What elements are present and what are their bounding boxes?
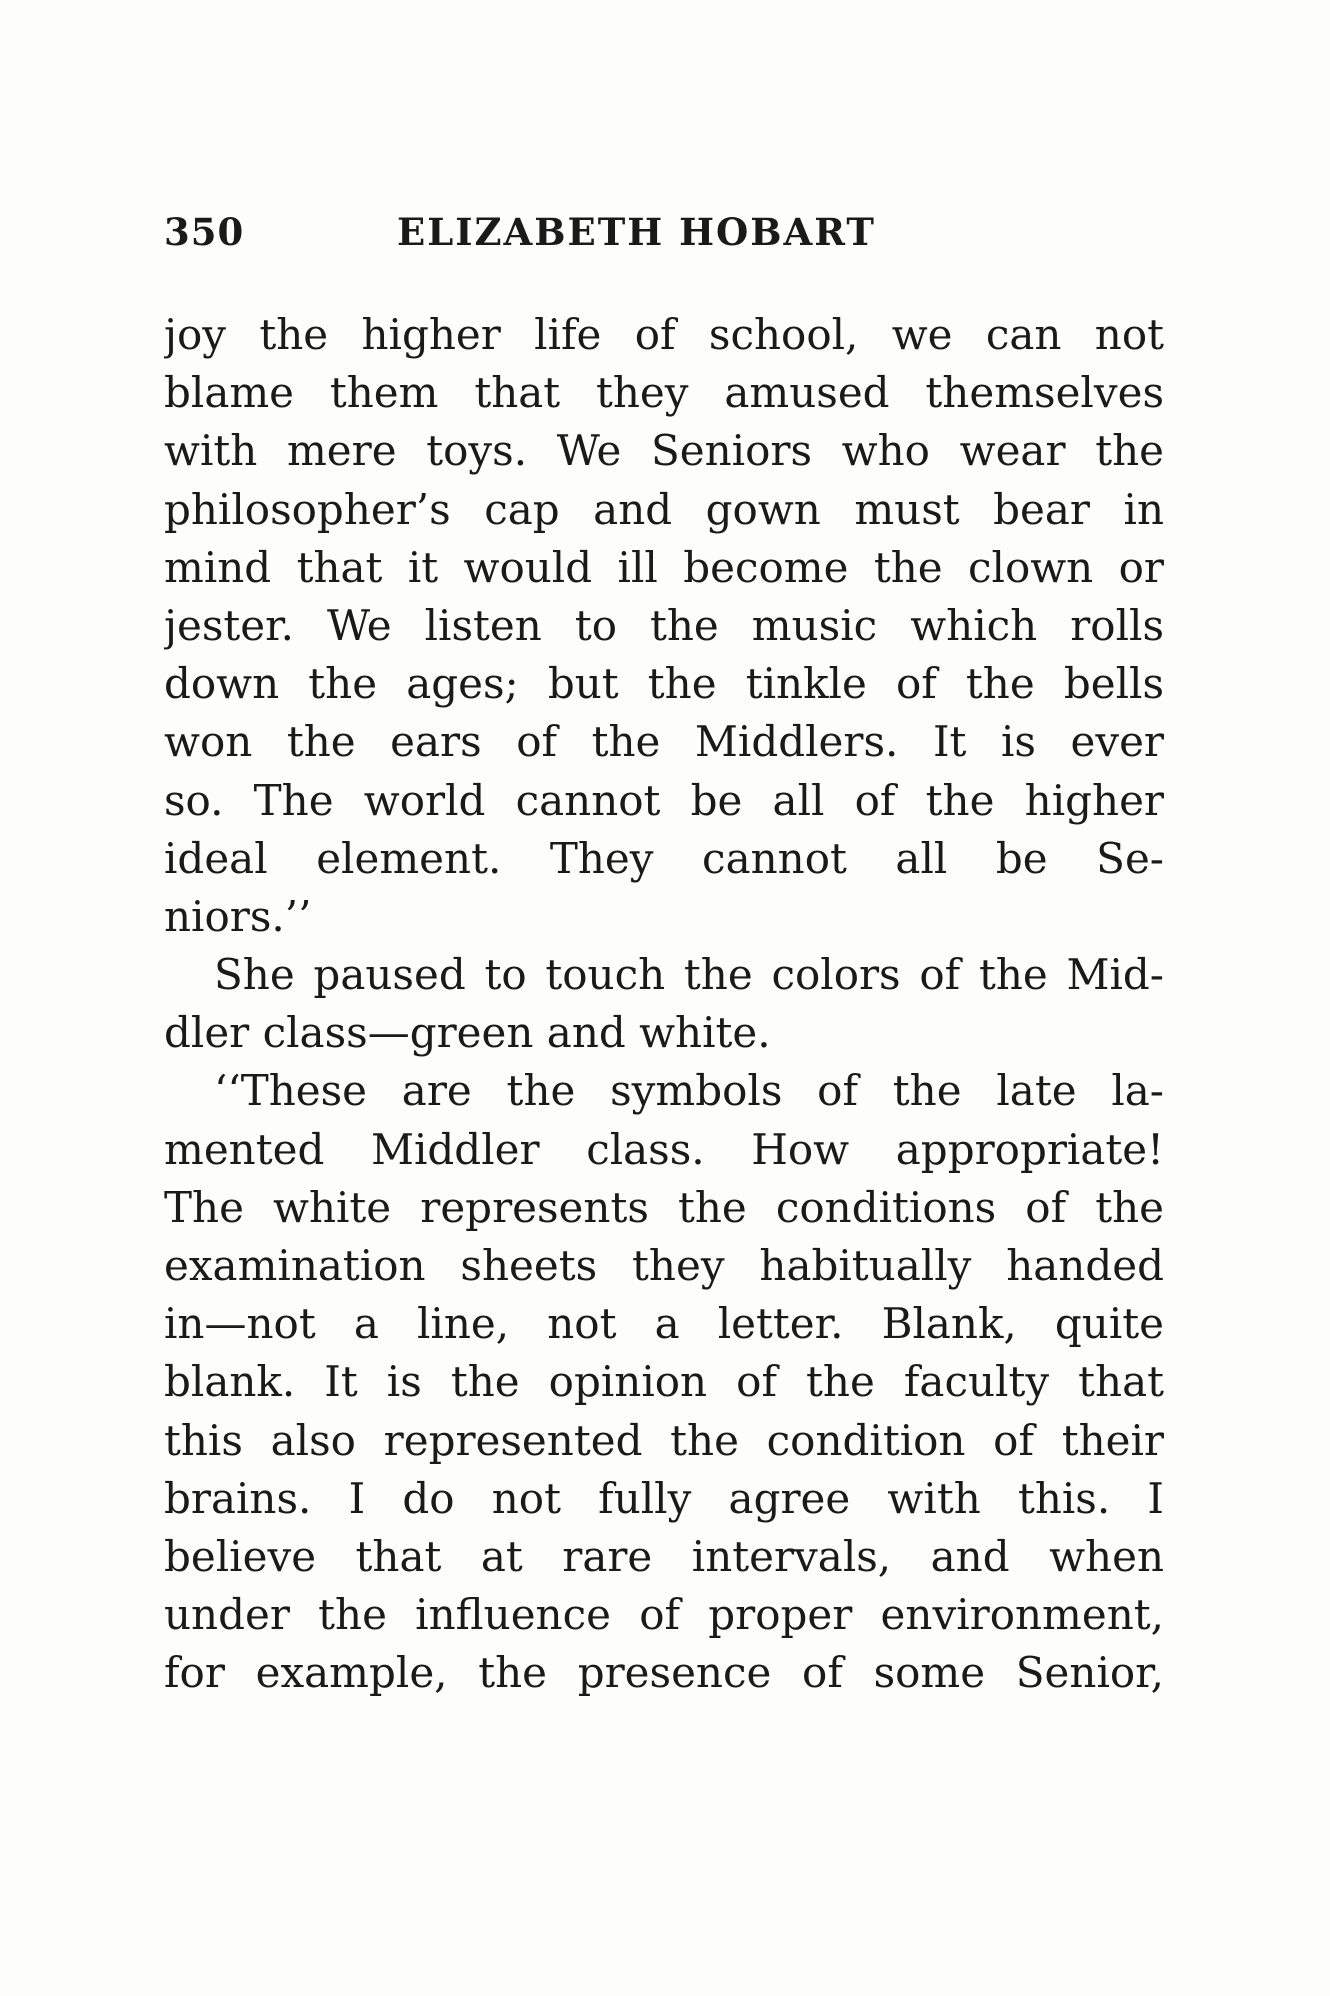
page-number: 350 [164,210,245,254]
text-line: mented Middler class. How appropriate! [164,1124,1164,1174]
text-line: under the influence of proper environment, [164,1590,1164,1640]
text-line: blank. It is the opinion of the faculty that [164,1357,1164,1407]
text-line: The white represents the conditions of the [164,1182,1164,1232]
text-line: down the ages; but the tinkle of the bells [164,659,1164,709]
text-line: believe that at rare intervals, and when [164,1531,1164,1581]
book-title: ELIZABETH HOBART [397,210,876,254]
text-line: philosopher’s cap and gown must bear in [164,484,1164,534]
text-line: with mere toys. We Seniors who wear the [164,426,1164,476]
text-line-paragraph-end: niors.’’ [164,891,312,941]
text-line: won the ears of the Middlers. It is ever [164,717,1164,767]
text-line: brains. I do not fully agree with this. I [164,1473,1164,1523]
text-line: this also represented the condition of their [164,1415,1164,1465]
running-head [164,210,1164,262]
text-line-paragraph-start: ‘‘These are the symbols of the late la- [214,1066,1164,1116]
text-line: examination sheets they habitually handed [164,1241,1164,1290]
text-line: for example, the presence of some Senior, [164,1648,1164,1698]
text-line: mind that it would ill become the clown or [164,542,1164,592]
text-line: in—not a line, not a letter. Blank, quite [164,1299,1164,1349]
body-text [164,306,1164,1703]
text-line: so. The world cannot be all of the higher [164,775,1164,825]
text-line: blame them that they amused themselves [164,368,1164,418]
text-line: jester. We listen to the music which rolls [164,600,1164,650]
text-line-paragraph-end: dler class—green and white. [164,1008,771,1058]
text-line: joy the higher life of school, we can not [164,310,1164,359]
text-line-paragraph-start: She paused to touch the colors of the Mid- [214,950,1164,1000]
text-line: ideal element. They cannot all be Se- [164,833,1164,883]
